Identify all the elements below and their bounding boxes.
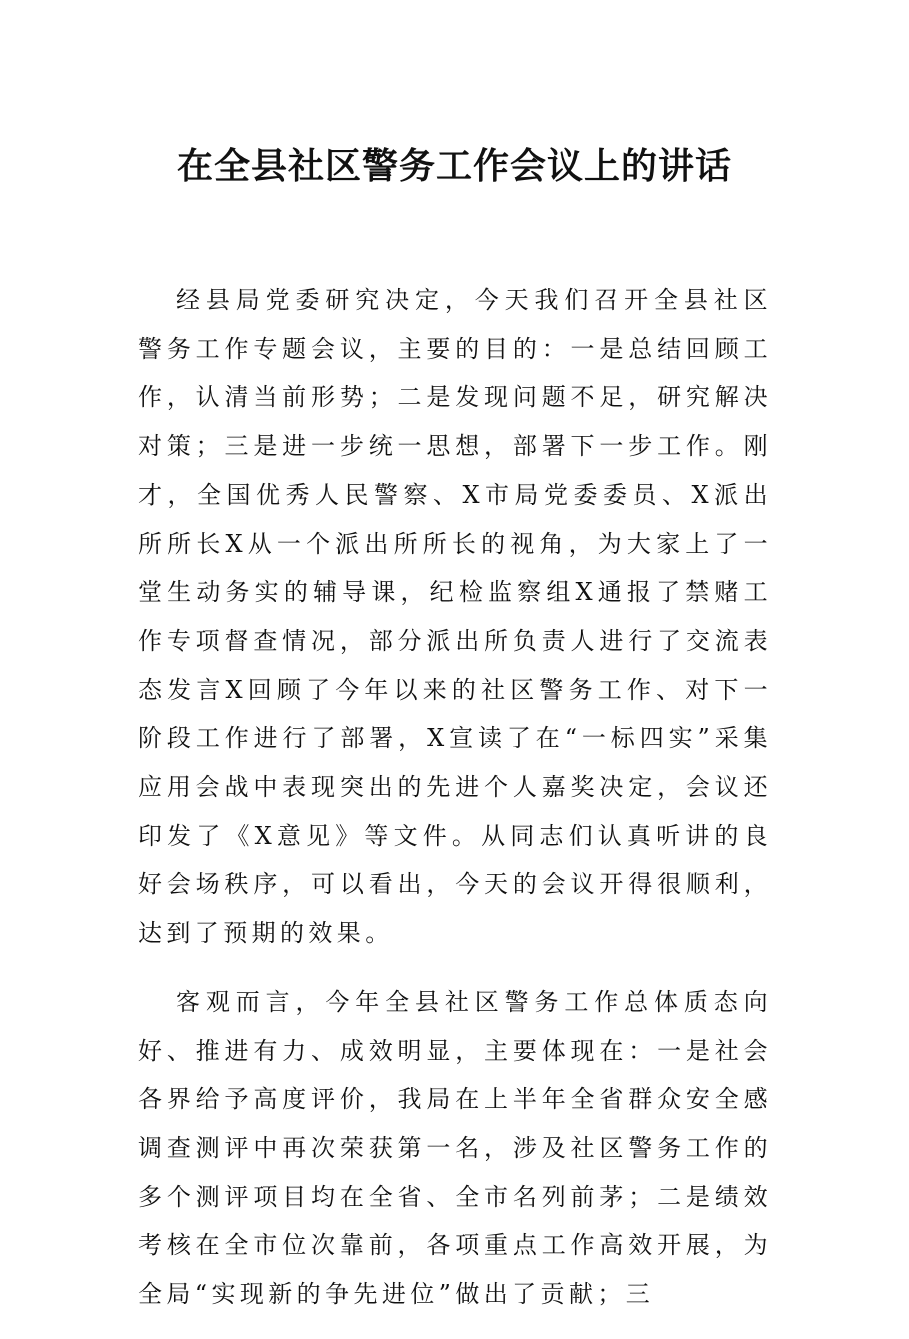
document-body bbox=[138, 276, 772, 1339]
document-title: 在全县社区警务工作会议上的讲话 bbox=[176, 145, 732, 187]
paragraph-2: 客观而言，今年全县社区警务工作总体质态向好、推进有力、成效明显，主要体现在：一是社会各界给予高度评价，我局在上半年全省群众安全感调查测评中再次荣获第一名，涉及社区警务工作的多个测评项目均在全省、全市名列前茅；二是绩效考核在全市位次靠前，各项重点工作高效开展，为全局“实现新的争先进位”做出了贡献；三 bbox=[138, 987, 772, 1309]
paragraph-1: 经县局党委研究决定，今天我们召开全县社区警务工作专题会议，主要的目的：一是总结回顾工作，认清当前形势；二是发现问题不足，研究解决对策；三是进一步统一思想，部署下一步工作。刚才，全国优秀人民警察、X市局党委委员、X派出所所长X从一个派出所所长的视角，为大家上了一堂生动务实的辅导课，纪检监察组X通报了禁赌工作专项督查情况，部分派出所负责人进行了交流表态发言X回顾了今年以来的社区警务工作、对下一阶段工作进行了部署，X宣读了在“一标四实”采集应用会战中表现突出的先进个人嘉奖决定，会议还印发了《X意见》等文件。从同志们认真听讲的良好会场秩序，可以看出，今天的会议开得很顺利，达到了预期的效果。 bbox=[138, 286, 772, 948]
